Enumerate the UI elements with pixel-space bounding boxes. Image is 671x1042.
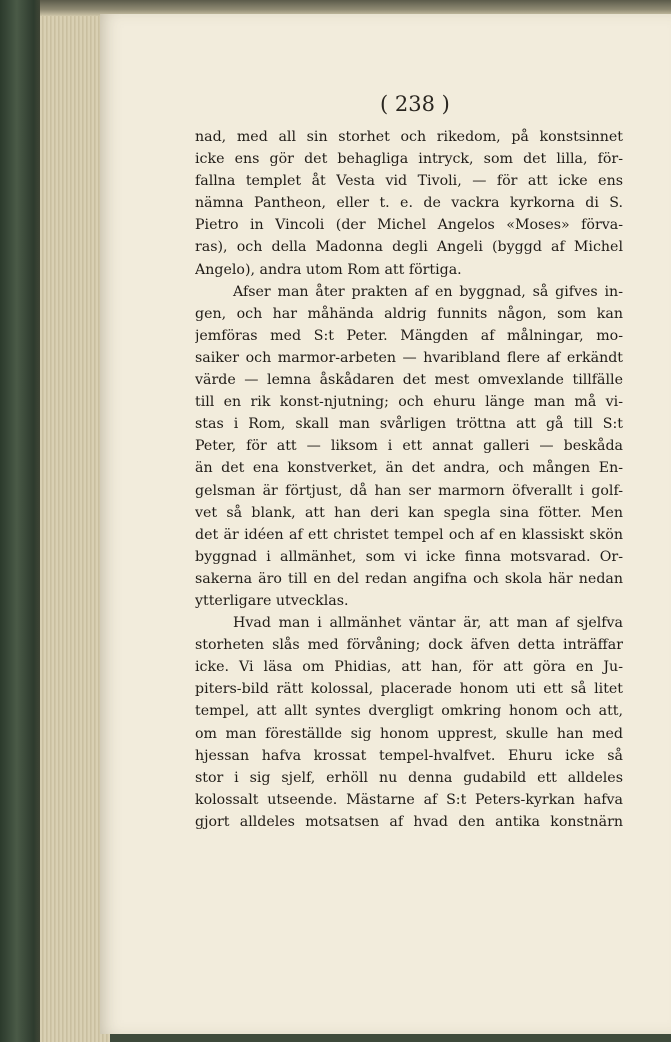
text-line: Peter, för att — liksom i ett annat galleri — beskåda (195, 438, 623, 455)
text-line: Afser man åter prakten af en byggnad, så gifves in- (233, 283, 623, 300)
text-line: nad, med all sin storhet och rikedom, på konstsinnet (195, 129, 623, 145)
text-line: Pietro in Vincoli (der Michel Angelos «Moses» förva- (195, 217, 623, 234)
text-line: ras), och della Madonna degli Angeli (byggd af Michel (195, 239, 623, 256)
text-line: byggnad i allmänhet, som vi icke finna motsvarad. Or- (195, 548, 623, 565)
text-line: hjessan hafva krossat tempel-hvalfvet. Ehuru icke så (195, 747, 623, 764)
text-line: ytterligare utvecklas. (195, 592, 349, 609)
text-line: storheten slås med förvåning; dock äfven detta inträffar (195, 637, 623, 654)
text-line: värde — lemna åskådaren det mest omvexlande tillfälle (195, 372, 623, 389)
text-line: gjort alldeles motsatsen af hvad den antika konstnärn (195, 813, 623, 830)
text-line: sakerna äro till en del redan angifna och skola här nedan (195, 570, 623, 587)
text-line: piters-bild rätt kolossal, placerade honom uti ett så litet (195, 681, 623, 698)
text-line: tempel, att allt syntes dvergligt omkring honom och att, (195, 703, 623, 720)
text-line: fallna templet åt Vesta vid Tivoli, — för att icke ens (195, 173, 623, 190)
text-line: gelsman är förtjust, då han ser marmorn öfverallt i golf- (195, 482, 623, 499)
text-line: saiker och marmor-arbeten — hvaribland flere af erkändt (195, 349, 623, 366)
text-line: nämna Pantheon, eller t. e. de vackra kyrkorna di S. (195, 195, 623, 212)
text-line: till en rik konst-njutning; och ehuru länge man må vi- (195, 394, 623, 411)
text-line: stas i Rom, skall man svårligen tröttna att gå till S:t (195, 416, 623, 433)
body-text (195, 126, 623, 833)
text-line: än det ena konstverket, än det andra, och mången En- (195, 460, 623, 477)
text-line: vet så blank, att han deri kan spegla sina fötter. Men (195, 504, 623, 521)
text-line: Angelo), andra utom Rom att förtiga. (195, 261, 462, 278)
text-line: Hvad man i allmänhet väntar är, att man af sjelfva (233, 615, 623, 632)
text-line: icke ens gör det behagliga intryck, som det lilla, för- (195, 151, 623, 168)
text-line: kolossalt utseende. Mästarne af S:t Peters-kyrkan hafva (195, 791, 623, 808)
text-line: stor i sig sjelf, erhöll nu denna gudabild ett alldeles (195, 769, 623, 786)
text-line: gen, och har måhända aldrig funnits någon, som kan (195, 305, 623, 322)
text-line: om man föreställde sig honom upprest, skulle han med (195, 725, 623, 742)
text-line: icke. Vi läsa om Phidias, att han, för att göra en Ju- (195, 659, 623, 676)
text-line: jemföras med S:t Peter. Mängden af målningar, mo- (195, 327, 623, 344)
page-number: ( 238 ) (380, 92, 450, 116)
text-line: det är idéen af ett christet tempel och af en klassiskt skön (195, 526, 623, 543)
